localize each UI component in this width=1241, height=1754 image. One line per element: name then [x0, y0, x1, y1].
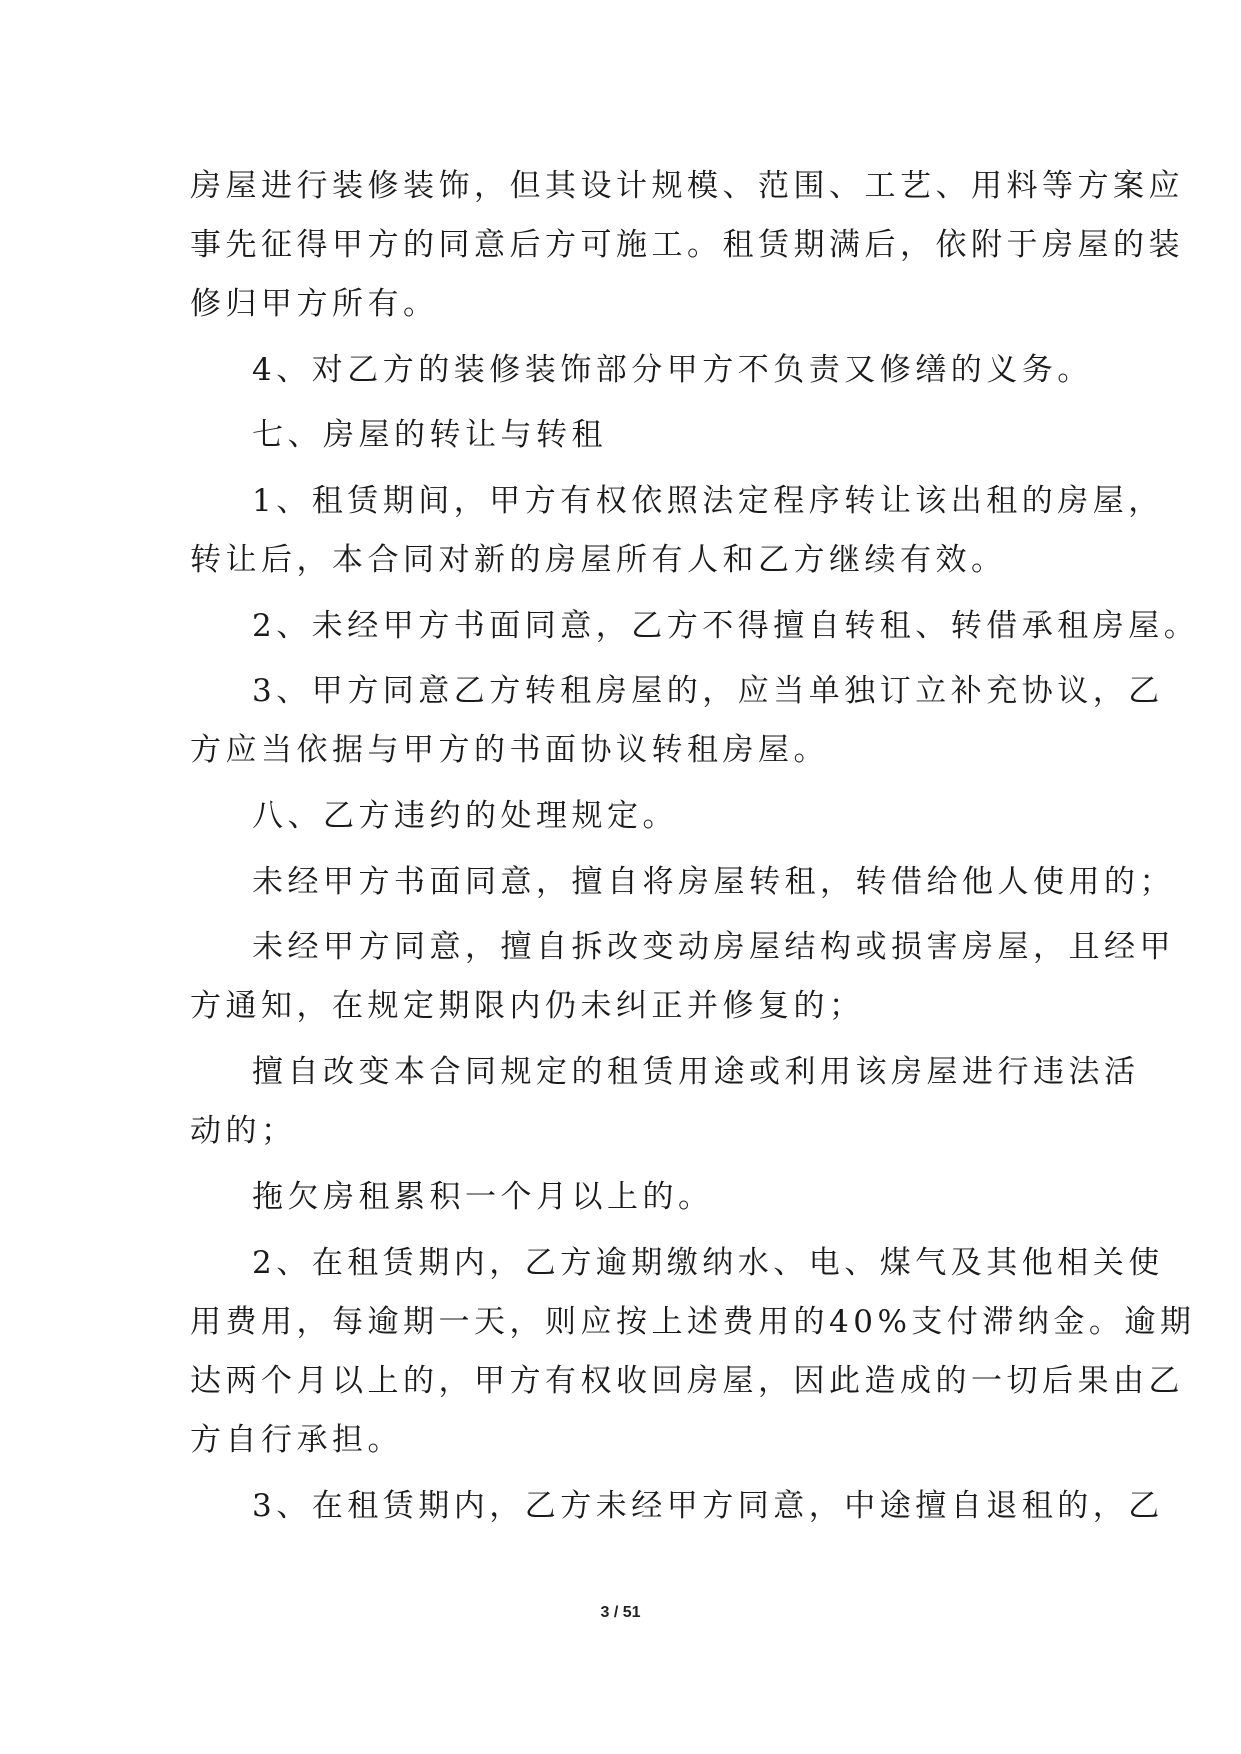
text-line: 未经甲方同意，擅自拆改变动房屋结构或损害房屋，且经甲 [252, 929, 1175, 965]
text-line: 4、对乙方的装修装饰部分甲方不负责又修缮的义务。 [252, 352, 1093, 388]
text-line: 动的； [190, 1113, 297, 1149]
text-line: 达两个月以上的，甲方有权收回房屋，因此造成的一切后果由乙 [190, 1363, 1184, 1399]
text-line: 方通知，在规定期限内仍未纠正并修复的； [190, 988, 865, 1024]
section-heading: 八、乙方违约的处理规定。 [252, 798, 678, 834]
text-line: 事先征得甲方的同意后方可施工。租赁期满后，依附于房屋的装 [190, 227, 1184, 263]
text-line: 方自行承担。 [190, 1422, 403, 1458]
text-line: 未经甲方书面同意，擅自将房屋转租，转借给他人使用的； [252, 864, 1175, 900]
text-line: 修归甲方所有。 [190, 286, 439, 322]
text-line: 2、未经甲方书面同意，乙方不得擅自转租、转借承租房屋。 [252, 608, 1200, 644]
section-heading: 七、房屋的转让与转租 [252, 417, 607, 453]
text-line: 2、在租赁期内，乙方逾期缴纳水、电、煤气及其他相关使 [252, 1245, 1164, 1281]
text-line: 1、租赁期间，甲方有权依照法定程序转让该出租的房屋， [252, 483, 1164, 519]
text-line: 方应当依据与甲方的书面协议转租房屋。 [190, 732, 829, 768]
text-line: 用费用，每逾期一天，则应按上述费用的40%支付滞纳金。逾期 [190, 1304, 1196, 1340]
text-line: 3、在租赁期内，乙方未经甲方同意，中途擅自退租的，乙 [252, 1488, 1164, 1524]
text-line: 擅自改变本合同规定的租赁用途或利用该房屋进行违法活 [252, 1054, 1140, 1090]
text-line: 拖欠房租累积一个月以上的。 [252, 1179, 714, 1215]
text-line: 3、甲方同意乙方转租房屋的，应当单独订立补充协议，乙 [252, 673, 1164, 709]
text-line: 转让后，本合同对新的房屋所有人和乙方继续有效。 [190, 542, 1007, 578]
page-number: 3 / 51 [600, 1604, 641, 1621]
text-line: 房屋进行装修装饰，但其设计规模、范围、工艺、用料等方案应 [190, 168, 1184, 204]
